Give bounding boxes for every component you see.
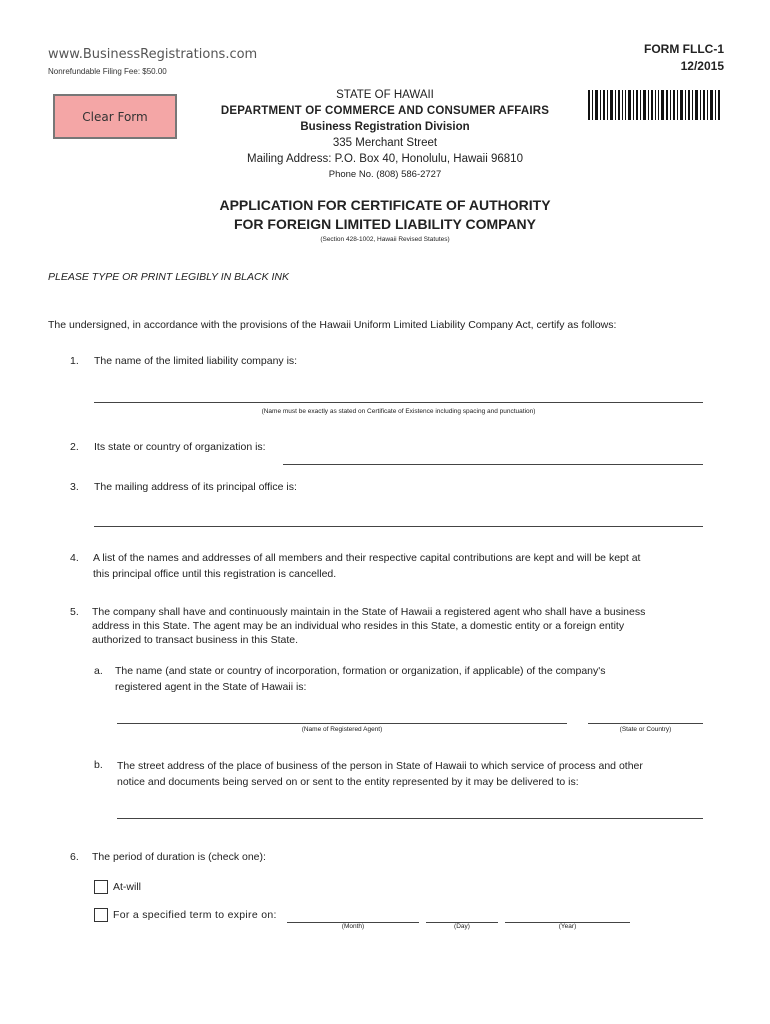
item-5-line-3: authorized to transact business in this State. (92, 634, 299, 646)
item-5-line-1: The company shall have and continuously maintain in the State of Hawaii a registered agent who shall have a business (92, 606, 646, 618)
item-5-number: 5. (70, 606, 79, 618)
day-caption: (Day) (454, 923, 470, 930)
filing-fee: Nonrefundable Filing Fee: $50.00 (48, 67, 167, 76)
month-caption: (Month) (341, 923, 365, 930)
specified-term-checkbox[interactable] (94, 908, 108, 922)
at-will-label: At-will (113, 881, 141, 893)
llc-name-field[interactable] (94, 402, 703, 403)
barcode (588, 90, 720, 120)
item-1-label: The name of the limited liability company is: (94, 355, 298, 367)
mailing-address: Mailing Address: P.O. Box 40, Honolulu, Hawaii 96810 (247, 153, 523, 165)
agent-name-caption: (Name of Registered Agent) (301, 726, 383, 733)
item-5b-letter: b. (94, 759, 103, 771)
form-date: 12/2015 (680, 59, 724, 73)
title-line-2: FOR FOREIGN LIMITED LIABILITY COMPANY (233, 216, 537, 232)
item-5a-line-2: registered agent in the State of Hawaii is: (115, 681, 307, 693)
form-id: FORM FLLC-1 (644, 42, 724, 56)
item-2-label: Its state or country of organization is: (94, 441, 266, 453)
item-5b-line-1: The street address of the place of business of the person in State of Hawaii to which service of process and other (117, 760, 643, 772)
item-1-number: 1. (70, 355, 79, 367)
agency-block (185, 87, 585, 183)
item-5b-text (117, 759, 643, 789)
title-line-1: APPLICATION FOR CERTIFICATE OF AUTHORITY (219, 197, 551, 213)
barcode-icon (588, 90, 720, 120)
state-country-field[interactable] (283, 464, 703, 465)
item-4-line-2: this principal office until this registration is cancelled. (93, 568, 337, 580)
street-address: 335 Merchant Street (332, 137, 438, 149)
division-name: Business Registration Division (300, 121, 470, 133)
agent-name-field[interactable] (117, 723, 567, 724)
item-6-number: 6. (70, 851, 79, 863)
phone-number: Phone No. (808) 586-2727 (328, 169, 442, 180)
item-5-text (92, 605, 645, 647)
item-4-number: 4. (70, 552, 79, 564)
specified-term-label: For a specified term to expire on: (113, 909, 277, 921)
item-3-number: 3. (70, 481, 79, 493)
state-name: STATE OF HAWAII (336, 89, 434, 101)
principal-office-address-field[interactable] (94, 526, 703, 527)
item-5-line-2: address in this State. The agent may be an individual who resides in this State, a domestic entity or a foreign entity (92, 620, 625, 632)
department-name: DEPARTMENT OF COMMERCE AND CONSUMER AFFAIRS (220, 105, 550, 117)
item-2-number: 2. (70, 441, 79, 453)
item-6-label: The period of duration is (check one): (92, 851, 266, 863)
item-3-label: The mailing address of its principal office is: (94, 481, 297, 493)
instruction-text: PLEASE TYPE OR PRINT LEGIBLY IN BLACK INK (48, 271, 290, 283)
item-4-text (93, 551, 640, 581)
item-5a-line-1: The name (and state or country of incorporation, formation or organization, if applicable) of the company's (115, 665, 606, 677)
website-url: www.BusinessRegistrations.com (48, 47, 258, 62)
form-title (135, 196, 635, 246)
statute-reference: (Section 428-1002, Hawaii Revised Statutes) (320, 236, 450, 243)
intro-text: The undersigned, in accordance with the provisions of the Hawaii Uniform Limited Liability Company Act, certify as follows: (48, 319, 617, 331)
item-5b-line-2: notice and documents being served on or sent to the entity represented by it may be delivered to is: (117, 776, 579, 788)
agent-state-field[interactable] (588, 723, 703, 724)
at-will-checkbox[interactable] (94, 880, 108, 894)
agent-state-caption: (State or Country) (619, 726, 672, 733)
agent-street-address-field[interactable] (117, 818, 703, 819)
item-5a-letter: a. (94, 665, 103, 677)
item-5a-text (115, 664, 606, 694)
clear-form-button[interactable]: Clear Form (53, 94, 177, 139)
year-caption: (Year) (558, 923, 577, 930)
llc-name-caption: (Name must be exactly as stated on Certificate of Existence including spacing and punctuation) (261, 408, 536, 415)
item-4-line-1: A list of the names and addresses of all members and their respective capital contributions are kept and will be kept at (93, 552, 641, 564)
